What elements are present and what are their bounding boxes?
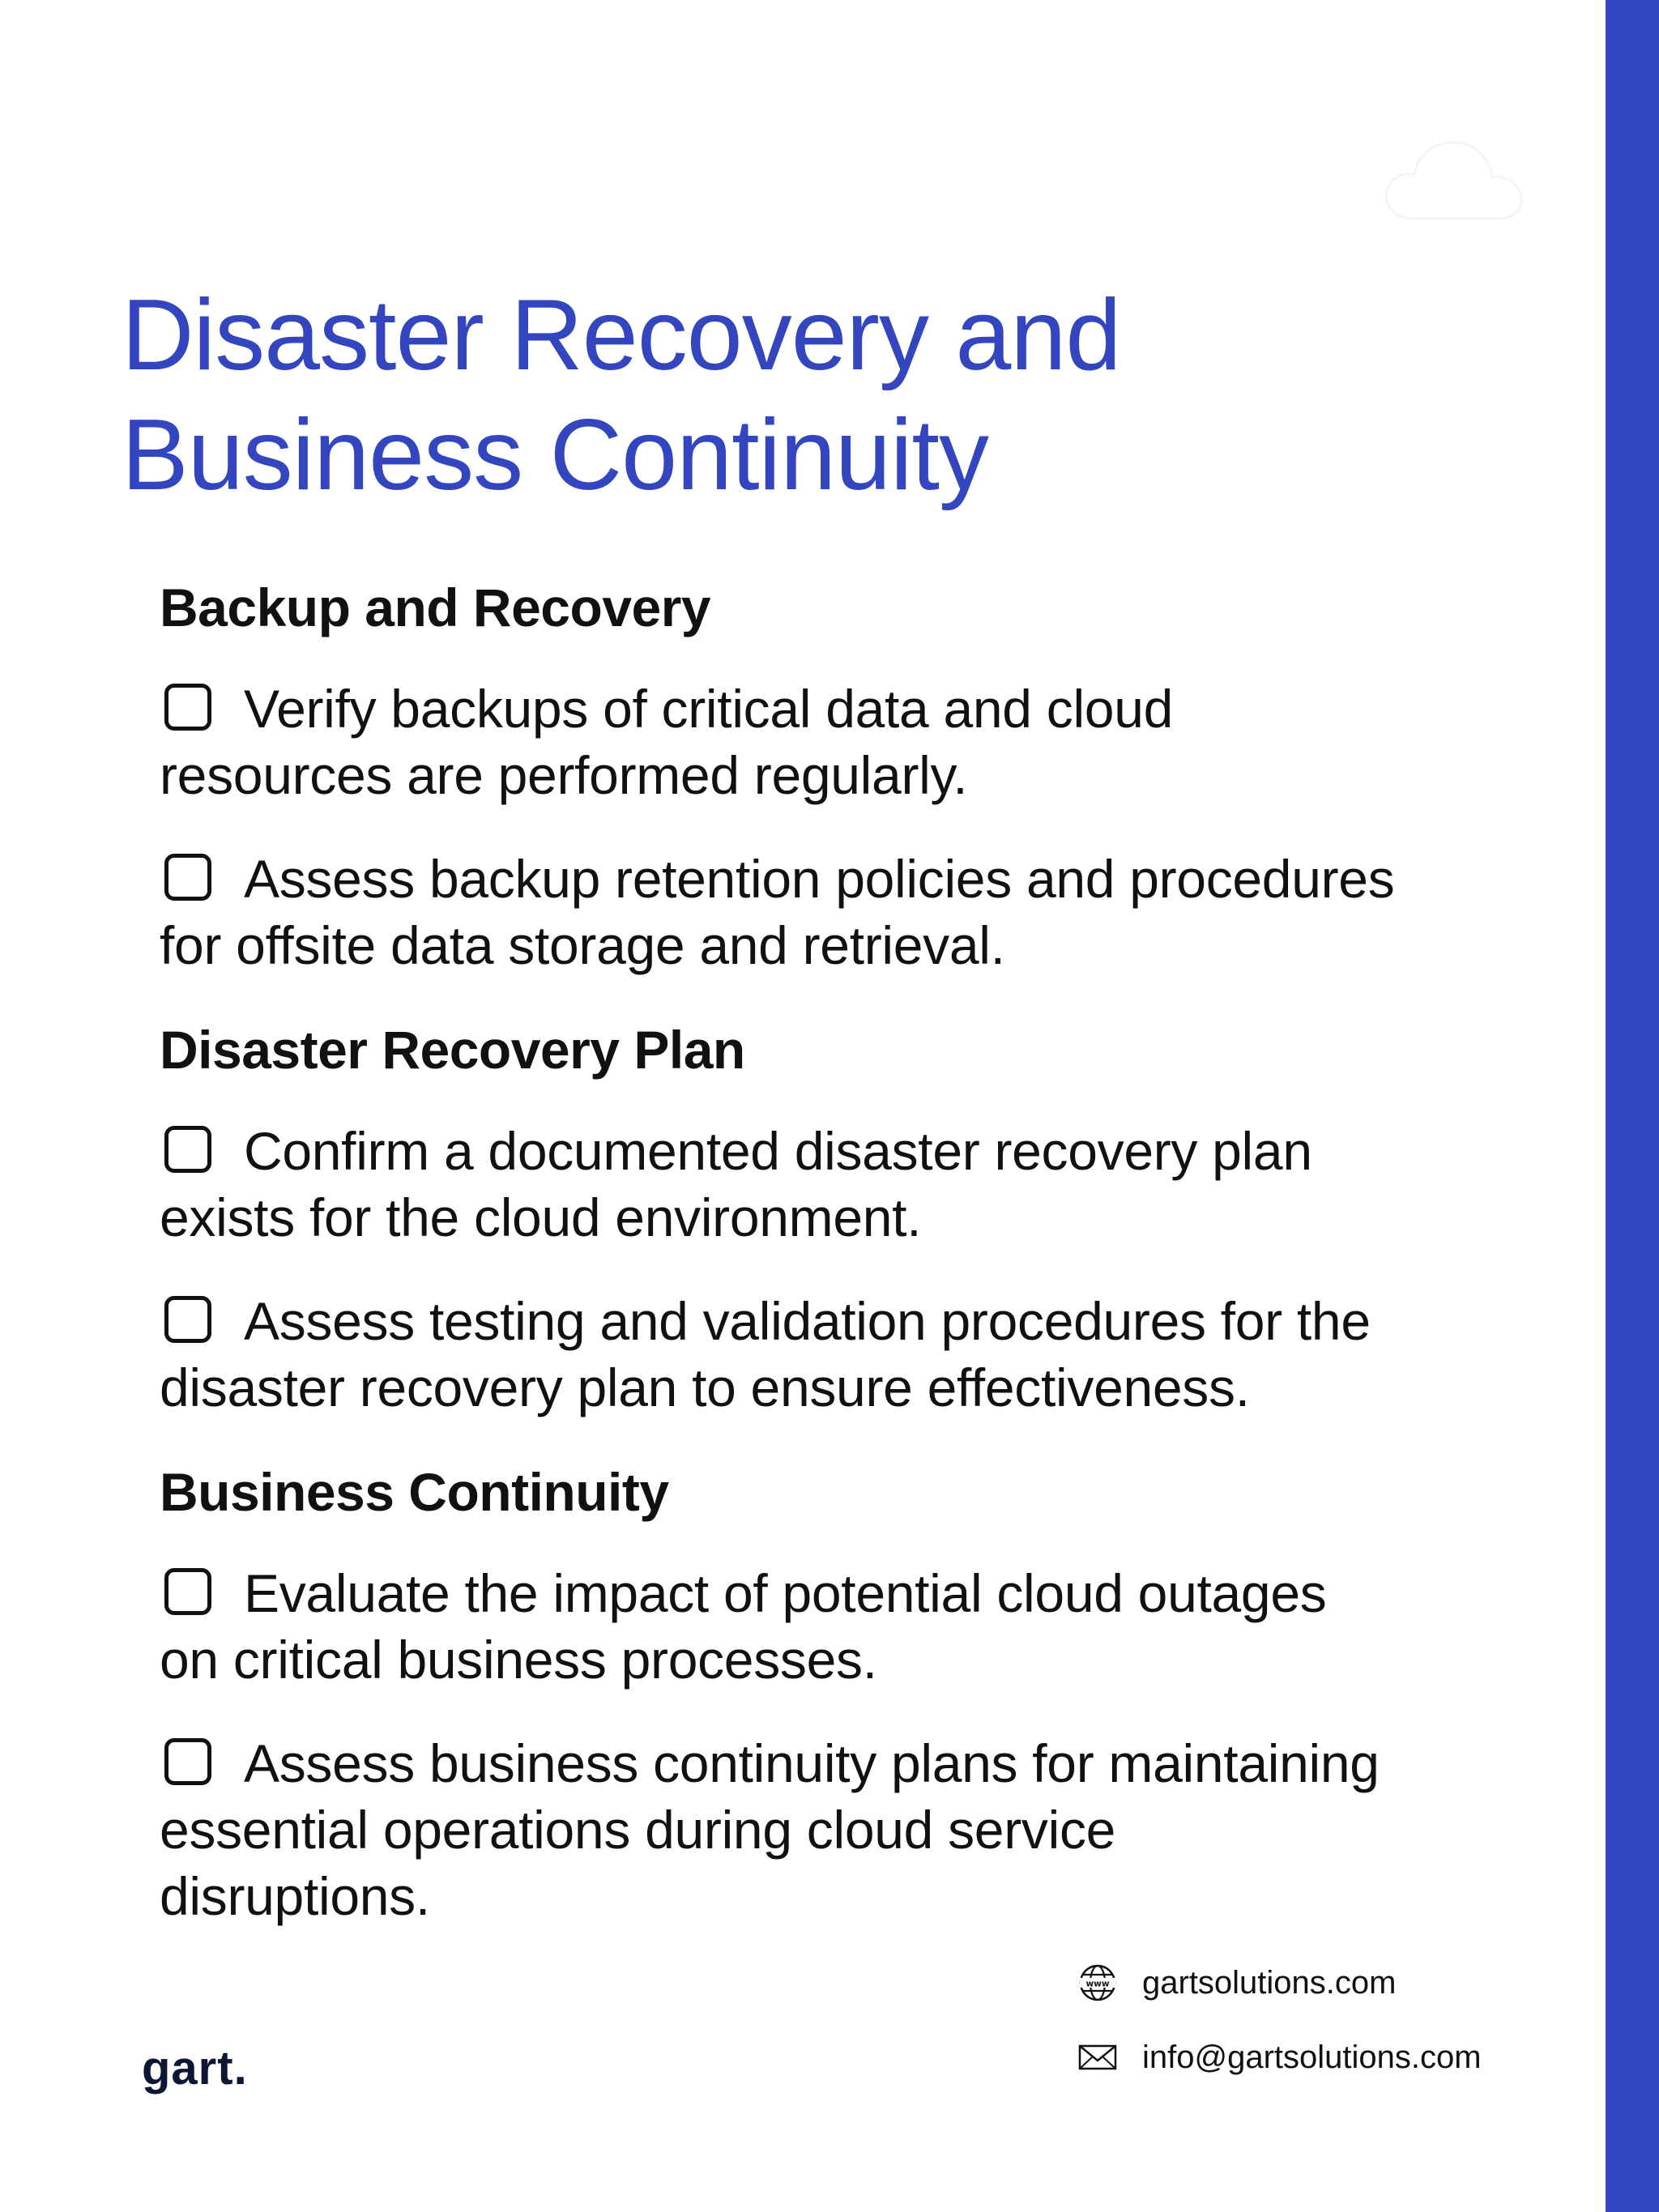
contact-email — [1077, 2037, 1482, 2078]
globe-www-icon — [1077, 1963, 1118, 2003]
checkbox[interactable] — [164, 1126, 211, 1173]
item-text-line-1: Confirm a documented disaster recovery plan — [244, 1121, 1312, 1181]
page-title-line-1: Disaster Recovery and — [122, 279, 1121, 391]
checklist-item — [160, 1560, 1585, 1693]
accent-side-bar — [1606, 0, 1659, 2212]
item-text-line-2: on critical business processes. — [160, 1630, 877, 1690]
website-link[interactable]: gartsolutions.com — [1142, 1965, 1397, 2001]
checkbox[interactable] — [164, 854, 211, 901]
item-text-line-1: Assess business continuity plans for maintaining — [244, 1733, 1380, 1793]
checklist-item — [160, 1288, 1585, 1421]
item-text-line-2: resources are performed regularly. — [160, 745, 968, 805]
item-text-line-2: for offsite data storage and retrieval. — [160, 915, 1005, 975]
item-text-line-1: Assess backup retention policies and procedures — [244, 849, 1395, 909]
item-text-line-2: exists for the cloud environment. — [160, 1187, 922, 1247]
email-link[interactable]: info@gartsolutions.com — [1142, 2039, 1482, 2075]
section-heading-business-continuity: Business Continuity — [160, 1462, 669, 1522]
page-title — [122, 275, 1499, 515]
item-text-line-1: Evaluate the impact of potential cloud outages — [244, 1563, 1327, 1623]
item-text-line-1: Verify backups of critical data and cloud — [244, 679, 1174, 739]
gart-logo: gart. — [142, 2042, 248, 2095]
item-text-line-2: disaster recovery plan to ensure effectiveness. — [160, 1357, 1250, 1417]
item-text-line-1: Assess testing and validation procedures for the — [244, 1291, 1371, 1351]
contact-website — [1077, 1963, 1396, 2003]
checkbox[interactable] — [164, 1568, 211, 1615]
svg-text:www: www — [1085, 1979, 1110, 1989]
item-text-line-3: disruptions. — [160, 1866, 430, 1926]
checklist-item — [160, 1118, 1585, 1251]
checkbox[interactable] — [164, 1738, 211, 1785]
item-text-line-2: essential operations during cloud service — [160, 1800, 1116, 1860]
section-heading-backup-and-recovery: Backup and Recovery — [160, 578, 711, 637]
envelope-icon — [1077, 2037, 1118, 2078]
checkbox[interactable] — [164, 1296, 211, 1343]
checklist-item — [160, 846, 1585, 978]
checkbox[interactable] — [164, 684, 211, 731]
checklist-item — [160, 676, 1585, 808]
cloud-icon — [1377, 130, 1531, 227]
page-title-line-2: Business Continuity — [122, 399, 988, 511]
checklist-item — [160, 1730, 1585, 1929]
section-heading-disaster-recovery-plan: Disaster Recovery Plan — [160, 1020, 745, 1080]
checklist — [160, 567, 1585, 1929]
